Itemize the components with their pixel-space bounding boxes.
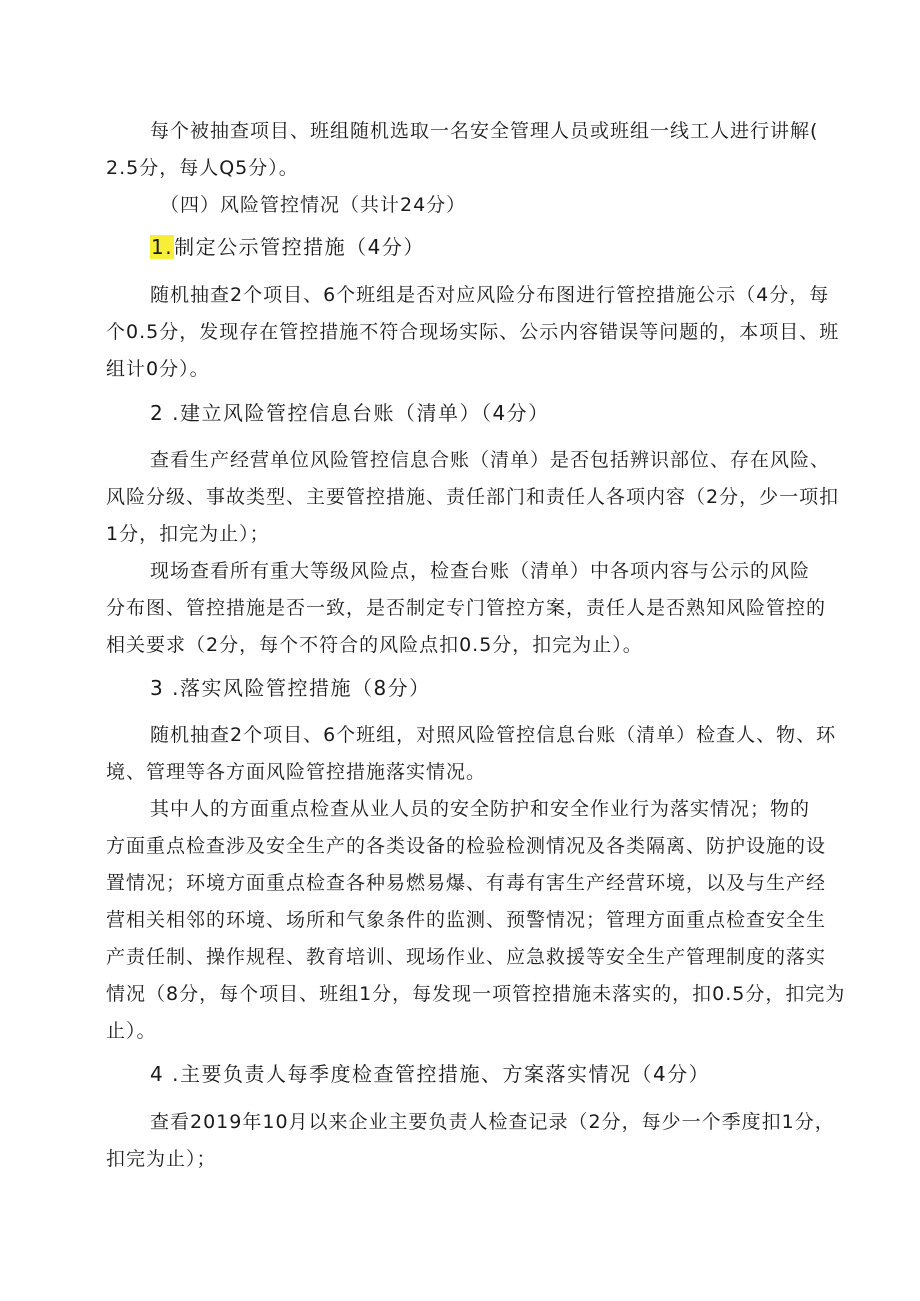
paragraph-line: 查看2019年10月以来企业主要负责人检查记录（2分，每少一个季度扣1分， — [150, 1111, 835, 1133]
section-heading: （四）风险管控情况（共计24分） — [160, 194, 467, 216]
paragraph-line: 置情况；环境方面重点检查各种易燃易爆、有毒有害生产经营环境，以及与生产经 — [106, 872, 827, 894]
paragraph-line: 随机抽查2个项目、6个班组是否对应风险分布图进行管控措施公示（4分，每 — [150, 284, 830, 306]
item-title: 制定公示管控措施（4分） — [174, 235, 425, 259]
paragraph-line: 2.5分，每人Q5分）。 — [106, 157, 299, 179]
paragraph-line: 情况（8分，每个项目、班组1分，每发现一项管控措施未落实的，扣0.5分，扣完为 — [106, 983, 846, 1005]
paragraph-line: 每个被抽查项目、班组随机选取一名安全管理人员或班组一线工人进行讲解( — [150, 120, 819, 142]
highlighted-number: 1. — [151, 235, 174, 259]
item-heading-4: 4 .主要负责人每季度检查管控措施、方案落实情况（4分） — [150, 1062, 711, 1086]
paragraph-line: 现场查看所有重大等级风险点，检查台账（清单）中各项内容与公示的风险 — [150, 560, 811, 582]
paragraph-line: 个0.5分，发现存在管控措施不符合现场实际、公示内容错误等问题的，本项目、班 — [106, 321, 840, 343]
paragraph-line: 随机抽查2个项目、6个班组，对照风险管控信息台账（清单）检查人、物、环 — [150, 724, 837, 746]
paragraph-line: 方面重点检查涉及安全生产的各类设备的检验检测情况及各类隔离、防护设施的设 — [106, 835, 827, 857]
paragraph-line: 1分，扣完为止）； — [106, 523, 270, 545]
paragraph-line: 止）。 — [106, 1020, 157, 1042]
item-heading-2: 2 .建立风险管控信息台账（清单）（4分） — [150, 401, 550, 425]
paragraph-line: 营相关相邻的环境、场所和气象条件的监测、预警情况；管理方面重点检查安全生 — [106, 909, 827, 931]
paragraph-line: 分布图、管控措施是否一致，是否制定专门管控方案，责任人是否熟知风险管控的 — [106, 597, 827, 619]
paragraph-line: 风险分级、事故类型、主要管控措施、责任部门和责任人各项内容（2分，少一项扣 — [106, 486, 840, 508]
item-heading-1 — [150, 234, 425, 260]
paragraph-line: 相关要求（2分，每个不符合的风险点扣0.5分，扣完为止）。 — [106, 634, 643, 656]
paragraph-line: 境、管理等各方面风险管控措施落实情况。 — [106, 761, 487, 783]
paragraph-line: 组计0分）。 — [106, 358, 210, 380]
item-heading-3: 3 .落实风险管控措施（8分） — [150, 676, 431, 700]
paragraph-line: 其中人的方面重点检查从业人员的安全防护和安全作业行为落实情况；物的 — [150, 798, 811, 820]
paragraph-line: 查看生产经营单位风险管控信息合账（清单）是否包括辨识部位、存在风险、 — [150, 449, 831, 471]
paragraph-line: 扣完为止）； — [106, 1148, 217, 1170]
paragraph-line: 产责任制、操作规程、教育培训、现场作业、应急救援等安全生产管理制度的落实 — [106, 946, 827, 968]
